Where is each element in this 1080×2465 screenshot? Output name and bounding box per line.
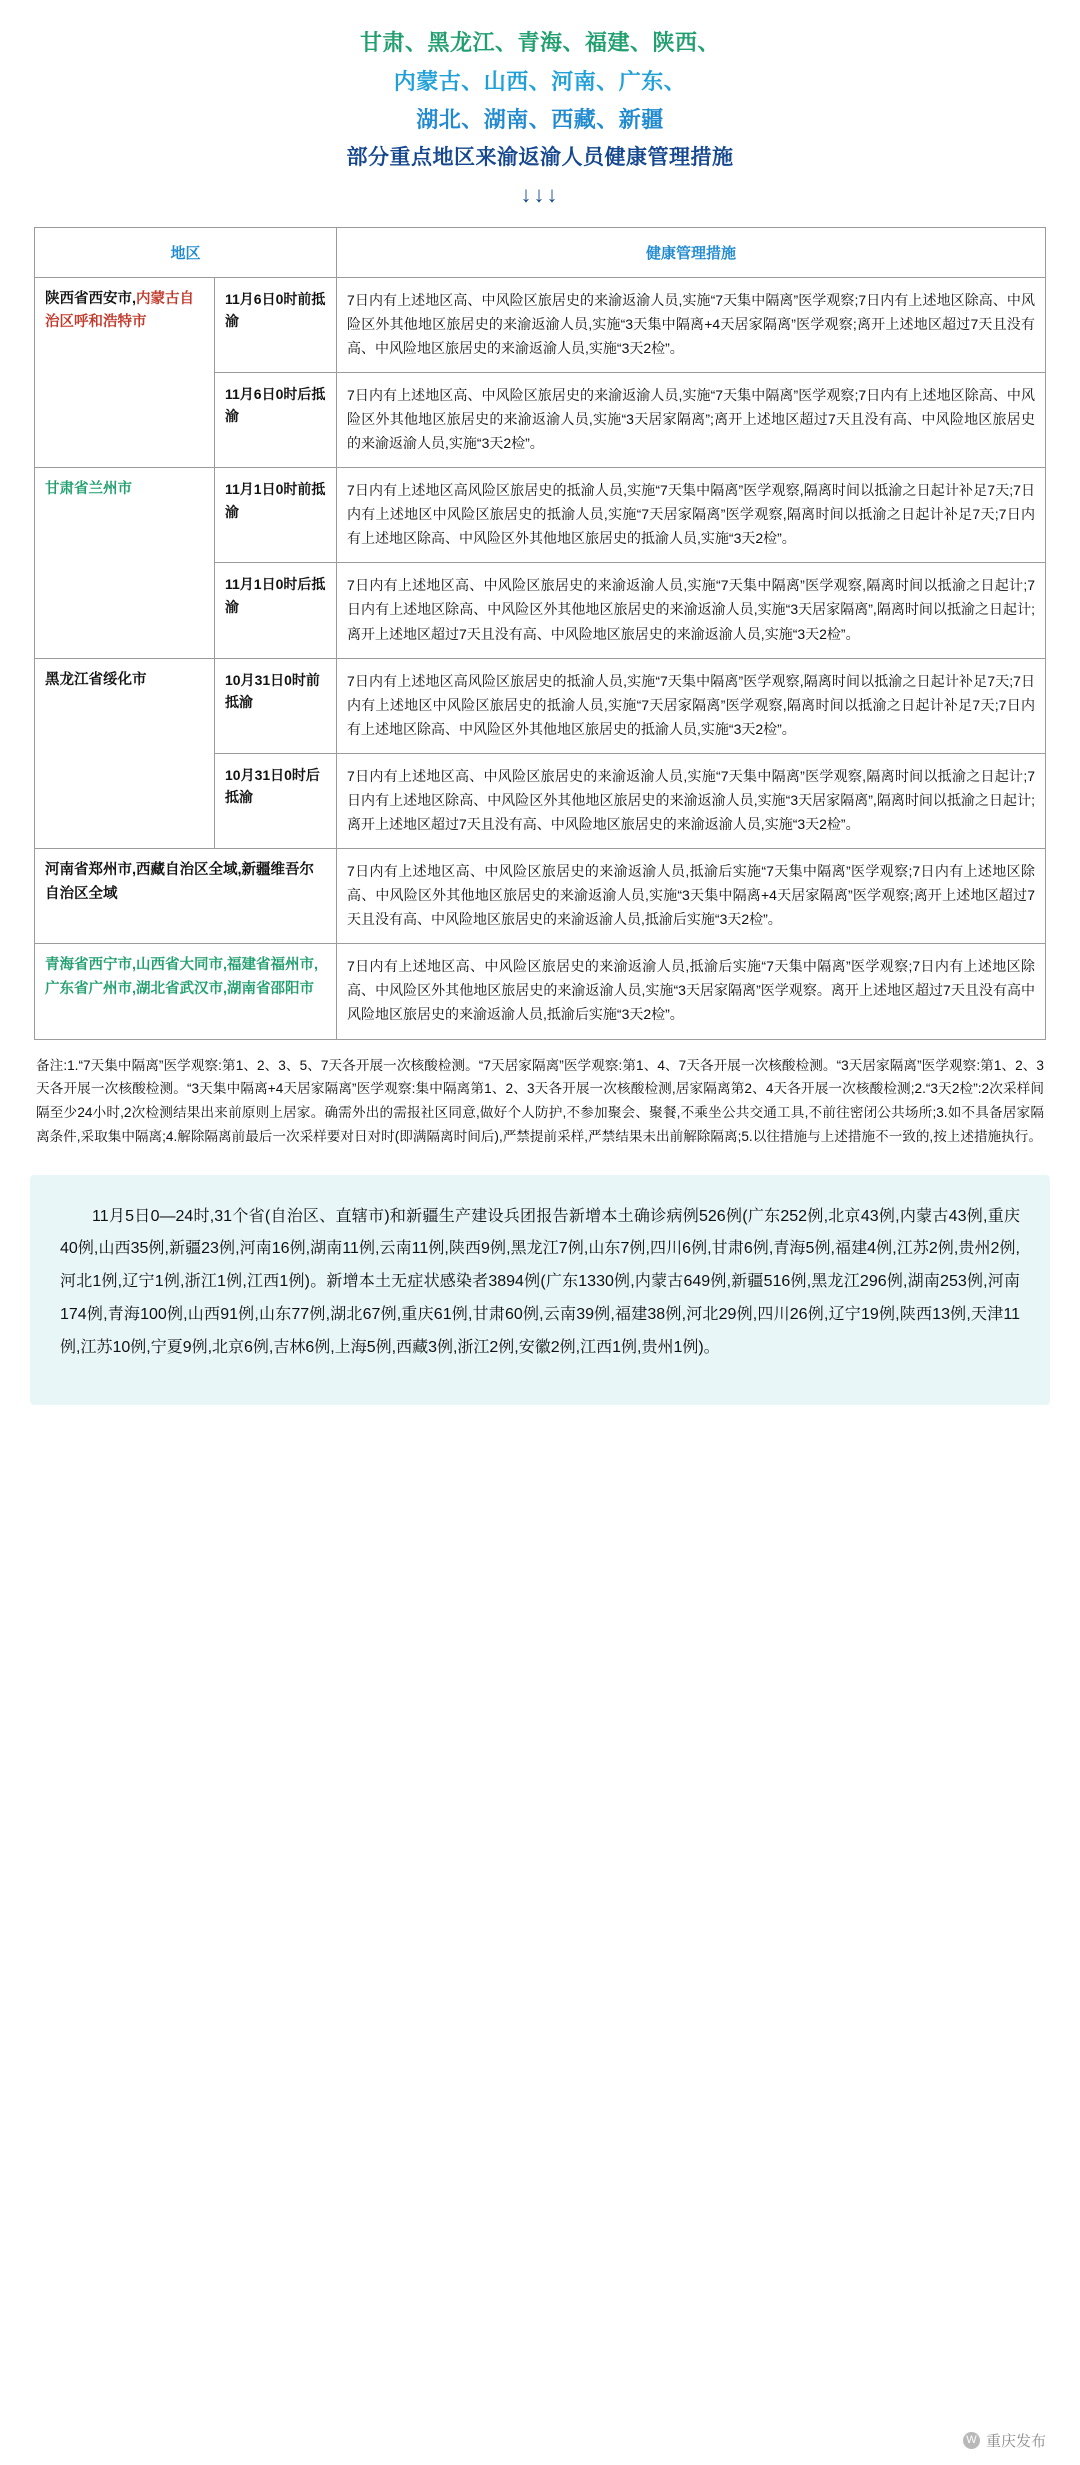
measures-table	[34, 227, 1046, 1040]
measure-cell-3b: 7日内有上述地区高、中风险区旅居史的来渝返渝人员,实施“7天集中隔离”医学观察,隔离时间以抵渝之日起计;7日内有上述地区除高、中风险区外其他地区旅居史的来渝返渝人员,实施“3天居家隔离”,隔离时间以抵渝之日起计;离开上述地区超过7天且没有高、中风险地区旅居史的来渝返渝人员,实施“3天2检”。	[337, 753, 1046, 848]
region-cell-1	[35, 277, 215, 467]
when-cell-2b: 11月1日0时后抵渝	[215, 563, 337, 658]
measure-cell-3a: 7日内有上述地区高风险区旅居史的抵渝人员,实施“7天集中隔离”医学观察,隔离时间以抵渝之日起计补足7天;7日内有上述地区中风险区旅居史的抵渝人员,实施“7天居家隔离”医学观察,隔离时间以抵渝之日起计补足7天;7日内有上述地区除高、中风险区外其他地区旅居史的抵渝人员,实施“3天2检”。	[337, 658, 1046, 753]
title-line-3: 湖北、湖南、西藏、新疆	[416, 107, 664, 132]
region-plain-1: 陕西省西安市,	[45, 290, 137, 307]
weibo-icon: W	[963, 2432, 980, 2449]
when-cell-3a: 10月31日0时前抵渝	[215, 658, 337, 753]
region-cell-2	[35, 468, 215, 658]
region-highlight-2: 甘肃省兰州市	[45, 481, 132, 498]
table-header-row	[35, 227, 1046, 277]
down-arrows-icon: ↓↓↓	[520, 182, 560, 208]
region-cell-4	[35, 849, 337, 944]
title-line-1: 甘肃、黑龙江、青海、福建、陕西、	[359, 30, 720, 55]
title-line-2: 内蒙古、山西、河南、广东、	[393, 68, 687, 94]
region-highlight-1: 内蒙古自治区呼和浩特市	[45, 290, 195, 331]
measures-table-wrap	[0, 209, 1080, 1040]
when-cell-2a: 11月1日0时前抵渝	[215, 468, 337, 563]
measure-cell-2a: 7日内有上述地区高风险区旅居史的抵渝人员,实施“7天集中隔离”医学观察,隔离时间以抵渝之日起计补足7天;7日内有上述地区中风险区旅居史的抵渝人员,实施“7天居家隔离”医学观察,隔离时间以抵渝之日起计补足7天;7日内有上述地区除高、中风险区外其他地区旅居史的抵渝人员,实施“3天2检”。	[337, 468, 1046, 563]
region-text-4: 河南省郑州市,西藏自治区全域,新疆维吾尔自治区全域	[45, 862, 315, 902]
title-block	[0, 0, 1080, 209]
measure-cell-2b: 7日内有上述地区高、中风险区旅居史的来渝返渝人员,实施“7天集中隔离”医学观察,隔离时间以抵渝之日起计;7日内有上述地区除高、中风险区外其他地区旅居史的来渝返渝人员,实施“3天居家隔离”,隔离时间以抵渝之日起计;离开上述地区超过7天且没有高、中风险地区旅居史的来渝返渝人员,实施“3天2检”。	[337, 563, 1046, 658]
statistics-paragraph: 11月5日0—24时,31个省(自治区、直辖市)和新疆生产建设兵团报告新增本土确诊病例526例(广东252例,北京43例,内蒙古43例,重庆40例,山西35例,新疆23例,河南16例,湖南11例,云南11例,陕西9例,黑龙江7例,山东7例,四川6例,甘肃6例,青海5例,福建4例,江苏2例,贵州2例,河北1例,辽宁1例,浙江1例,江西1例)。新增本土无症状感染者3894例(广东1330例,内蒙古649例,新疆516例,黑龙江296例,湖南253例,河南174例,青海100例,山西91例,山东77例,湖北67例,重庆61例,甘肃60例,云南39例,福建38例,河北29例,四川26例,辽宁19例,陕西13例,天津11例,江苏10例,宁夏9例,北京6例,吉林6例,上海5例,西藏3例,浙江2例,安徽2例,江西1例,贵州1例)。	[60, 1207, 1020, 1356]
notes-paragraph: 备注:1.“7天集中隔离”医学观察:第1、2、3、5、7天各开展一次核酸检测。“7天居家隔离”医学观察:第1、4、7天各开展一次核酸检测。“3天居家隔离”医学观察:第1、2、3天各开展一次核酸检测。“3天集中隔离+4天居家隔离”医学观察:集中隔离第1、2、3天各开展一次核酸检测,居家隔离第2、4天各开展一次核酸检测;2.“3天2检”:2次采样间隔至少24小时,2次检测结果出来前原则上居家。确需外出的需报社区同意,做好个人防护,不参加聚会、聚餐,不乘坐公共交通工具,不前往密闭公共场所;3.如不具备居家隔离条件,采取集中隔离;4.解除隔离前最后一次采样要对日对时(即满隔离时间后),严禁提前采样,严禁结果未出前解除隔离;5.以往措施与上述措施不一致的,按上述措施执行。	[36, 1057, 1044, 1144]
region-cell-3	[35, 658, 215, 848]
table-row	[35, 468, 1046, 563]
table-row	[35, 944, 1046, 1039]
region-text-5: 青海省西宁市,山西省大同市,福建省福州市,广东省广州市,湖北省武汉市,湖南省邵阳市	[45, 957, 319, 997]
title-subtitle: 部分重点地区来渝返渝人员健康管理措施	[346, 145, 734, 169]
watermark-label: 重庆发布	[985, 2433, 1046, 2450]
measure-cell-5: 7日内有上述地区高、中风险区旅居史的来渝返渝人员,抵渝后实施“7天集中隔离”医学观察;7日内有上述地区除高、中风险区外其他地区旅居史的来渝返渝人员,实施“3天居家隔离”医学观察。离开上述地区超过7天且没有高中风险地区旅居史的来渝返渝人员,抵渝后实施“3天2检”。	[337, 944, 1046, 1039]
region-cell-5	[35, 944, 337, 1039]
region-highlight-3: 黑龙江省绥化市	[45, 671, 147, 688]
measure-cell-4: 7日内有上述地区高、中风险区旅居史的来渝返渝人员,抵渝后实施“7天集中隔离”医学观察;7日内有上述地区除高、中风险区外其他地区旅居史的来渝返渝人员,实施“3天集中隔离+4天居家隔离”医学观察;离开上述地区超过7天且没有高、中风险地区旅居史的来渝返渝人员,抵渝后实施“3天2检”。	[337, 849, 1046, 944]
header-region: 地区	[35, 227, 337, 277]
when-cell-3b: 10月31日0时后抵渝	[215, 753, 337, 848]
when-cell-1a: 11月6日0时前抵渝	[215, 277, 337, 372]
measure-cell-1b: 7日内有上述地区高、中风险区旅居史的来渝返渝人员,实施“7天集中隔离”医学观察;7日内有上述地区除高、中风险区外其他地区旅居史的来渝返渝人员,实施“3天居家隔离”;离开上述地区超过7天且没有高、中风险地区旅居史的来渝返渝人员,实施“3天2检”。	[337, 372, 1046, 467]
statistics-box	[30, 1175, 1050, 1405]
when-cell-1b: 11月6日0时后抵渝	[215, 372, 337, 467]
measure-cell-1a: 7日内有上述地区高、中风险区旅居史的来渝返渝人员,实施“7天集中隔离”医学观察;7日内有上述地区除高、中风险区外其他地区旅居史的来渝返渝人员,实施“3天集中隔离+4天居家隔离”医学观察;离开上述地区超过7天且没有高、中风险地区旅居史的来渝返渝人员,实施“3天2检”。	[337, 277, 1046, 372]
watermark	[963, 2430, 1046, 2451]
header-measure: 健康管理措施	[337, 227, 1046, 277]
table-row	[35, 849, 1046, 944]
table-row	[35, 277, 1046, 372]
table-row	[35, 658, 1046, 753]
